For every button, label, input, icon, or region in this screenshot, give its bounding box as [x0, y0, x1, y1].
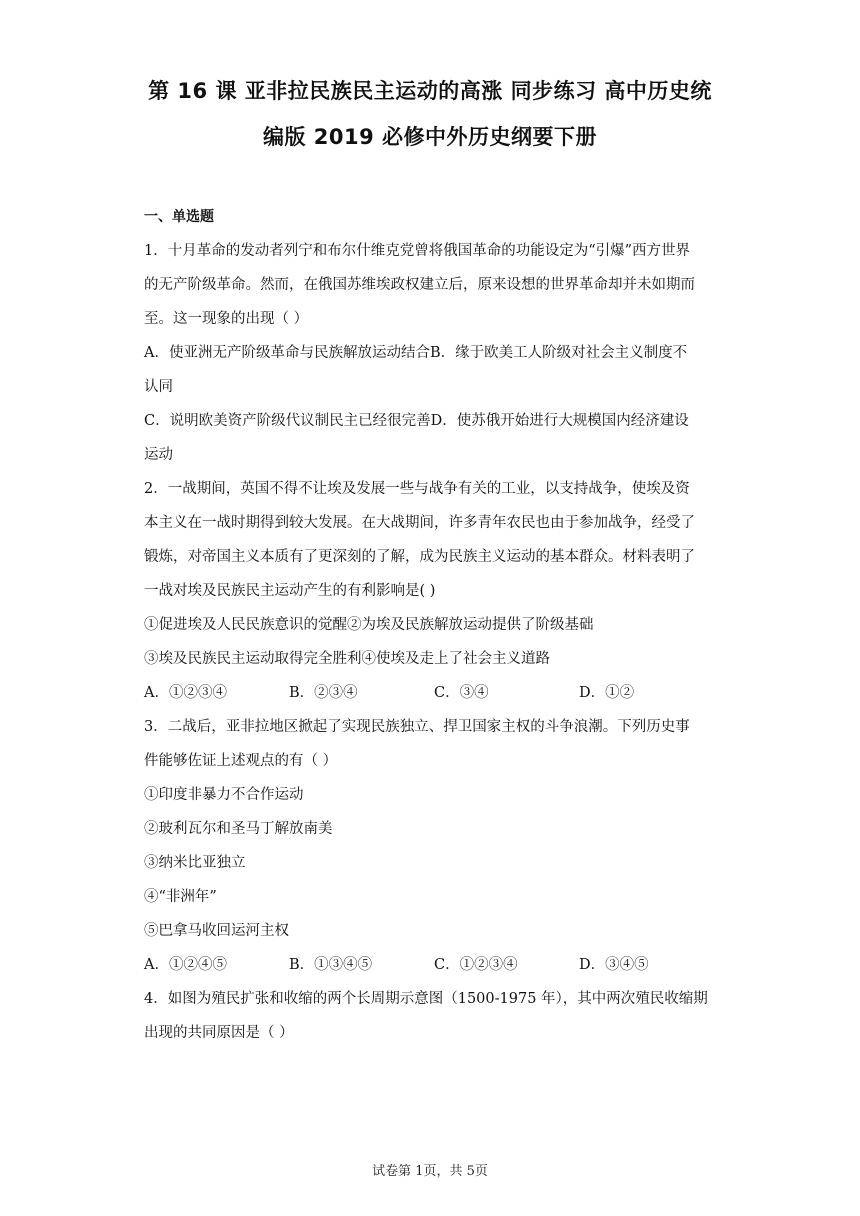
option-a: A．①②③④: [144, 685, 227, 701]
question-2-stem-line: 本主义在一战时期得到较大发展。在大战期间，许多青年农民也由于参加战争，经受了: [144, 515, 695, 531]
document-title-line-2: 编版 2019 必修中外历史纲要下册: [262, 125, 598, 149]
question-4-stem-line: 出现的共同原因是（ ）: [144, 1025, 294, 1041]
question-1: [144, 234, 724, 472]
question-1-stem-line: 1．十月革命的发动者列宁和布尔什维克党曾将俄国革命的功能设定为“引爆”西方世界: [144, 243, 691, 259]
question-2-stem-line: 一战对埃及民族民主运动产生的有利影响是( ): [144, 583, 436, 599]
question-3-options: [144, 948, 724, 982]
section-heading: 一、单选题: [144, 209, 214, 225]
option-c: C．①②③④: [434, 957, 518, 973]
question-3-item: ①印度非暴力不合作运动: [144, 787, 304, 803]
exam-content: [144, 200, 724, 1050]
question-3-stem-line: 件能够佐证上述观点的有（ ）: [144, 753, 338, 769]
page-footer: 试卷第 1页，共 5页: [372, 1164, 488, 1179]
question-3-item: ⑤巴拿马收回运河主权: [144, 923, 289, 939]
question-1-option-line: A．使亚洲无产阶级革命与民族解放运动结合B．缘于欧美工人阶级对社会主义制度不: [144, 345, 688, 361]
question-2-stem-line: ③埃及民族民主运动取得完全胜利④使埃及走上了社会主义道路: [144, 651, 550, 667]
question-4: [144, 982, 724, 1050]
question-3-item: ②玻利瓦尔和圣马丁解放南美: [144, 821, 333, 837]
option-c: C．③④: [434, 685, 489, 701]
option-d: D．①②: [579, 685, 635, 701]
question-1-stem-line: 的无产阶级革命。然而，在俄国苏维埃政权建立后，原来设想的世界革命却并未如期而: [144, 277, 695, 293]
document-title-line-1: 第 16 课 亚非拉民族民主运动的高涨 同步练习 高中历史统: [148, 79, 712, 103]
question-2-stem-line: ①促进埃及人民民族意识的觉醒②为埃及民族解放运动提供了阶级基础: [144, 617, 594, 633]
question-1-option-line: 认同: [144, 379, 173, 395]
question-3-stem-line: 3．二战后，亚非拉地区掀起了实现民族独立、捍卫国家主权的斗争浪潮。下列历史事: [144, 719, 690, 735]
question-1-option-line: C．说明欧美资产阶级代议制民主已经很完善D．使苏俄开始进行大规模国内经济建设: [144, 413, 689, 429]
question-4-stem-line: 4．如图为殖民扩张和收缩的两个长周期示意图（1500-1975 年），其中两次殖民收缩期: [144, 991, 708, 1007]
question-1-stem-line: 至。这一现象的出现（ ）: [144, 311, 309, 327]
question-3-item: ④“非洲年”: [144, 889, 217, 905]
question-2-stem-line: 锻炼，对帝国主义本质有了更深刻的了解，成为民族主义运动的基本群众。材料表明了: [144, 549, 695, 565]
option-a: A．①②④⑤: [144, 957, 227, 973]
question-2-stem-line: 2．一战期间，英国不得不让埃及发展一些与战争有关的工业，以支持战争，使埃及资: [144, 481, 690, 497]
question-2: [144, 472, 724, 710]
option-d: D．③④⑤: [579, 957, 649, 973]
question-3: [144, 710, 724, 982]
question-3-item: ③纳米比亚独立: [144, 855, 246, 871]
question-2-options: [144, 676, 724, 710]
option-b: B．①③④⑤: [289, 957, 373, 973]
question-1-option-line: 运动: [144, 447, 173, 463]
option-b: B．②③④: [289, 685, 358, 701]
